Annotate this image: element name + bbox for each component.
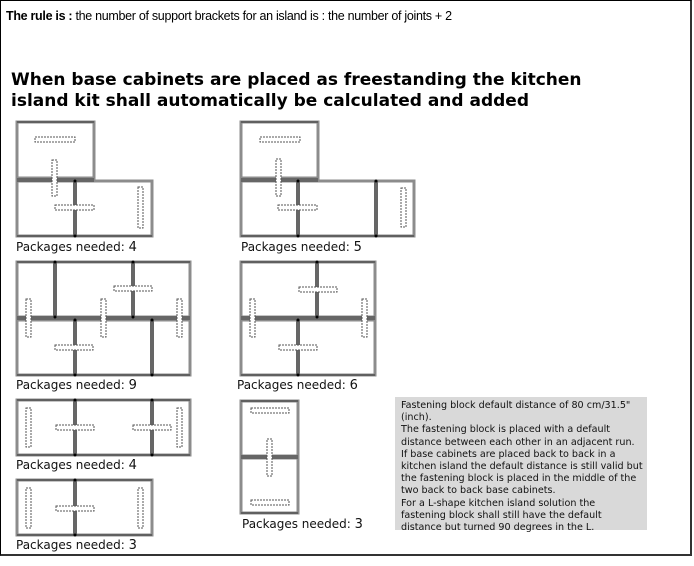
package-count: 3	[354, 517, 363, 532]
packages-label-5: Packages needed: 4	[16, 458, 137, 473]
package-count: 4	[128, 240, 137, 255]
package-count: 3	[128, 538, 137, 553]
packages-label-6: Packages needed: 3	[16, 538, 137, 553]
note-line-3: If base cabinets are placed back to back in a kitchen island the default distance is still valid but the fastening block is placed in the middle of the two back to back base cabinets.	[401, 448, 643, 497]
packages-label-7: Packages needed: 3	[242, 517, 363, 532]
note-line-2: The fastening block is placed with a default distance between each other in an adjacent run.	[401, 424, 635, 448]
packages-label-1: Packages needed: 4	[16, 240, 137, 255]
packages-label-4: Packages needed: 6	[237, 378, 358, 393]
diagram-5-straight-run	[17, 399, 190, 457]
package-count: 5	[353, 240, 362, 255]
title-line-1: When base cabinets are placed as freestanding the kitchen	[11, 70, 582, 90]
package-count: 6	[349, 378, 358, 393]
diagram-7-vertical-pair	[241, 401, 298, 513]
rule-text: the number of support brackets for an island is : the number of joints + 2	[72, 9, 452, 23]
note-line-4: For a L-shape kitchen island solution the fastening block shall still have the default distance but turned 90 degrees in the L.	[401, 497, 602, 534]
diagram-2-l-shape	[241, 122, 414, 238]
packages-label-3: Packages needed: 9	[16, 378, 137, 393]
note-line-1: Fastening block default distance of 80 cm/31.5" (inch).	[401, 400, 631, 424]
package-count: 9	[128, 378, 137, 393]
package-count: 4	[128, 458, 137, 473]
packages-label-2: Packages needed: 5	[241, 240, 362, 255]
diagram-4-back-to-back	[241, 261, 375, 377]
title-line-2: island kit shall automatically be calculated and added	[11, 91, 529, 111]
diagram-3-back-to-back	[17, 261, 190, 377]
fastening-block-note	[395, 397, 647, 534]
diagram-1-l-shape	[17, 122, 152, 238]
diagram-6-straight-run	[17, 479, 152, 537]
rule-label: The rule is :	[6, 9, 73, 23]
